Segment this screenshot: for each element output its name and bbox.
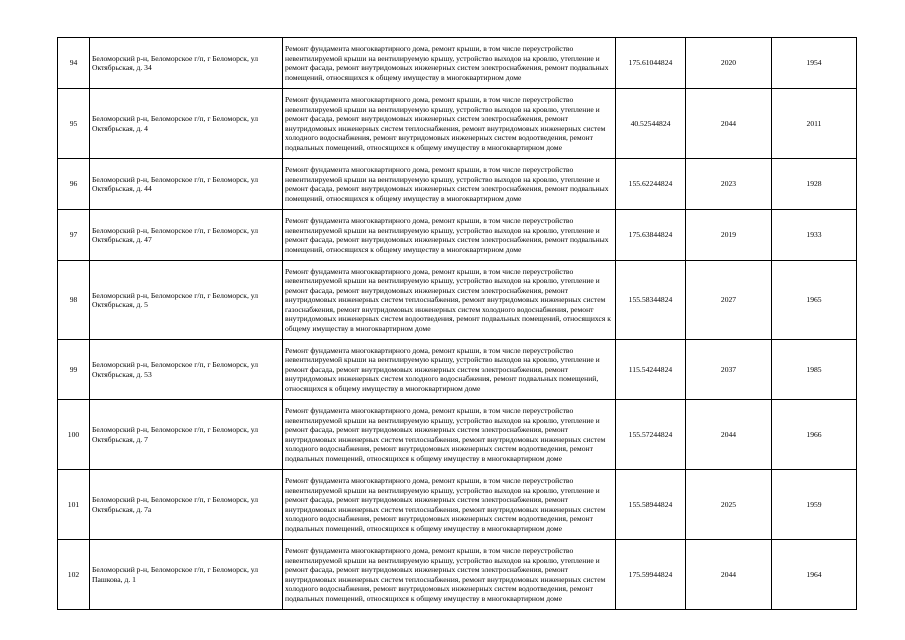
address-cell: Беломорский р-н, Беломорское г/п, г Беломорск, ул Октябрьская, д. 7а	[90, 470, 283, 540]
row-number: 100	[58, 400, 90, 470]
works-cell: Ремонт фундамента многоквартирного дома, ремонт крыши, в том числе переустройство невентилируемой крыши на вентилируемую крышу, устройство выходов на кровлю, утепление и ремонт фасада, ремонт внутридомовых инженерных систем электроснабжения, ремонт внутридомовых инженерных систем теплоснабжения, ремонт внутридомовых инженерных систем холодного водоснабжения, ремонт внутридомовых инженерных систем водоотведения, ремонт подвальных помещений, относящихся к общему имуществу в многоквартирном доме	[283, 470, 616, 540]
works-cell: Ремонт фундамента многоквартирного дома, ремонт крыши, в том числе переустройство невентилируемой крыши на вентилируемую крышу, устройство выходов на кровлю, утепление и ремонт фасада, ремонт внутридомовых инженерных систем электроснабжения, ремонт внутридомовых инженерных систем теплоснабжения, ремонт внутридомовых инженерных систем холодного водоснабжения, ремонт внутридомовых инженерных систем водоотведения, ремонт подвальных помещений, относящихся к общему имуществу в многоквартирном доме	[283, 540, 616, 610]
works-cell: Ремонт фундамента многоквартирного дома, ремонт крыши, в том числе переустройство невентилируемой крыши на вентилируемую крышу, устройство выходов на кровлю, утепление и ремонт фасада, ремонт внутридомовых инженерных систем электроснабжения, ремонт внутридомовых инженерных систем теплоснабжения, ремонт внутридомовых инженерных систем холодного водоснабжения, ремонт внутридомовых инженерных систем водоотведения, ремонт подвальных помещений, относящихся к общему имуществу в многоквартирном доме	[283, 400, 616, 470]
repair-year-cell: 2037	[686, 340, 772, 400]
build-year-cell: 1933	[772, 210, 857, 261]
repair-year-cell: 2044	[686, 89, 772, 159]
table-row	[58, 340, 857, 400]
build-year-cell: 2011	[772, 89, 857, 159]
cost-cell: 40.52544824	[616, 89, 686, 159]
row-number: 99	[58, 340, 90, 400]
address-cell: Беломорский р-н, Беломорское г/п, г Беломорск, ул Октябрьская, д. 7	[90, 400, 283, 470]
works-cell: Ремонт фундамента многоквартирного дома, ремонт крыши, в том числе переустройство невентилируемой крыши на вентилируемую крышу, устройство выходов на кровлю, утепление и ремонт фасада, ремонт внутридомовых инженерных систем электроснабжения, ремонт подвальных помещений, относящихся к общему имуществу в многоквартирном доме	[283, 159, 616, 210]
repair-year-cell: 2044	[686, 540, 772, 610]
works-cell: Ремонт фундамента многоквартирного дома, ремонт крыши, в том числе переустройство невентилируемой крыши на вентилируемую крышу, устройство выходов на кровлю, утепление и ремонт фасада, ремонт внутридомовых инженерных систем электроснабжения, ремонт внутридомовых инженерных систем теплоснабжения, ремонт внутридомовых инженерных систем газоснабжения, ремонт внутридомовых инженерных систем холодного водоснабжения, ремонт внутридомовых инженерных систем водоотведения, ремонт подвальных помещений, относящихся к общему имуществу в многоквартирном доме	[283, 261, 616, 340]
repair-year-cell: 2023	[686, 159, 772, 210]
repair-year-cell: 2027	[686, 261, 772, 340]
address-cell: Беломорский р-н, Беломорское г/п, г Беломорск, ул Октябрьская, д. 44	[90, 159, 283, 210]
build-year-cell: 1959	[772, 470, 857, 540]
row-number: 101	[58, 470, 90, 540]
cost-cell: 155.57244824	[616, 400, 686, 470]
build-year-cell: 1966	[772, 400, 857, 470]
cost-cell: 155.58944824	[616, 470, 686, 540]
address-cell: Беломорский р-н, Беломорское г/п, г Беломорск, ул Октябрьская, д. 5	[90, 261, 283, 340]
works-cell: Ремонт фундамента многоквартирного дома, ремонт крыши, в том числе переустройство невентилируемой крыши на вентилируемую крышу, устройство выходов на кровлю, утепление и ремонт фасада, ремонт внутридомовых инженерных систем электроснабжения, ремонт подвальных помещений, относящихся к общему имуществу в многоквартирном доме	[283, 38, 616, 89]
cost-cell: 175.61044824	[616, 38, 686, 89]
build-year-cell: 1985	[772, 340, 857, 400]
build-year-cell: 1964	[772, 540, 857, 610]
cost-cell: 115.54244824	[616, 340, 686, 400]
build-year-cell: 1928	[772, 159, 857, 210]
cost-cell: 175.63844824	[616, 210, 686, 261]
row-number: 95	[58, 89, 90, 159]
row-number: 102	[58, 540, 90, 610]
table-row	[58, 210, 857, 261]
build-year-cell: 1965	[772, 261, 857, 340]
address-cell: Беломорский р-н, Беломорское г/п, г Беломорск, ул Октябрьская, д. 34	[90, 38, 283, 89]
works-cell: Ремонт фундамента многоквартирного дома, ремонт крыши, в том числе переустройство невентилируемой крыши на вентилируемую крышу, устройство выходов на кровлю, утепление и ремонт фасада, ремонт внутридомовых инженерных систем электроснабжения, ремонт внутридомовых инженерных систем теплоснабжения, ремонт внутридомовых инженерных систем холодного водоснабжения, ремонт внутридомовых инженерных систем водоотведения, ремонт подвальных помещений, относящихся к общему имуществу в многоквартирном доме	[283, 89, 616, 159]
repair-year-cell: 2044	[686, 400, 772, 470]
repair-year-cell: 2020	[686, 38, 772, 89]
document-page	[57, 37, 857, 610]
table-row	[58, 89, 857, 159]
row-number: 96	[58, 159, 90, 210]
repair-year-cell: 2019	[686, 210, 772, 261]
address-cell: Беломорский р-н, Беломорское г/п, г Беломорск, ул Октябрьская, д. 53	[90, 340, 283, 400]
build-year-cell: 1954	[772, 38, 857, 89]
row-number: 94	[58, 38, 90, 89]
address-cell: Беломорский р-н, Беломорское г/п, г Беломорск, ул Октябрьская, д. 47	[90, 210, 283, 261]
repair-year-cell: 2025	[686, 470, 772, 540]
address-cell: Беломорский р-н, Беломорское г/п, г Беломорск, ул Пашкова, д. 1	[90, 540, 283, 610]
works-cell: Ремонт фундамента многоквартирного дома, ремонт крыши, в том числе переустройство невентилируемой крыши на вентилируемую крышу, устройство выходов на кровлю, утепление и ремонт фасада, ремонт внутридомовых инженерных систем электроснабжения, ремонт внутридомовых инженерных систем холодного водоснабжения, ремонт подвальных помещений, относящихся к общему имуществу в многоквартирном доме	[283, 340, 616, 400]
row-number: 97	[58, 210, 90, 261]
table-row	[58, 470, 857, 540]
capital-repair-table	[57, 37, 857, 610]
table-row	[58, 261, 857, 340]
cost-cell: 155.62244824	[616, 159, 686, 210]
works-cell: Ремонт фундамента многоквартирного дома, ремонт крыши, в том числе переустройство невентилируемой крыши на вентилируемую крышу, устройство выходов на кровлю, утепление и ремонт фасада, ремонт внутридомовых инженерных систем электроснабжения, ремонт подвальных помещений, относящихся к общему имуществу в многоквартирном доме	[283, 210, 616, 261]
row-number: 98	[58, 261, 90, 340]
table-row	[58, 159, 857, 210]
table-row	[58, 38, 857, 89]
table-row	[58, 540, 857, 610]
cost-cell: 155.58344824	[616, 261, 686, 340]
table-row	[58, 400, 857, 470]
cost-cell: 175.59944824	[616, 540, 686, 610]
address-cell: Беломорский р-н, Беломорское г/п, г Беломорск, ул Октябрьская, д. 4	[90, 89, 283, 159]
